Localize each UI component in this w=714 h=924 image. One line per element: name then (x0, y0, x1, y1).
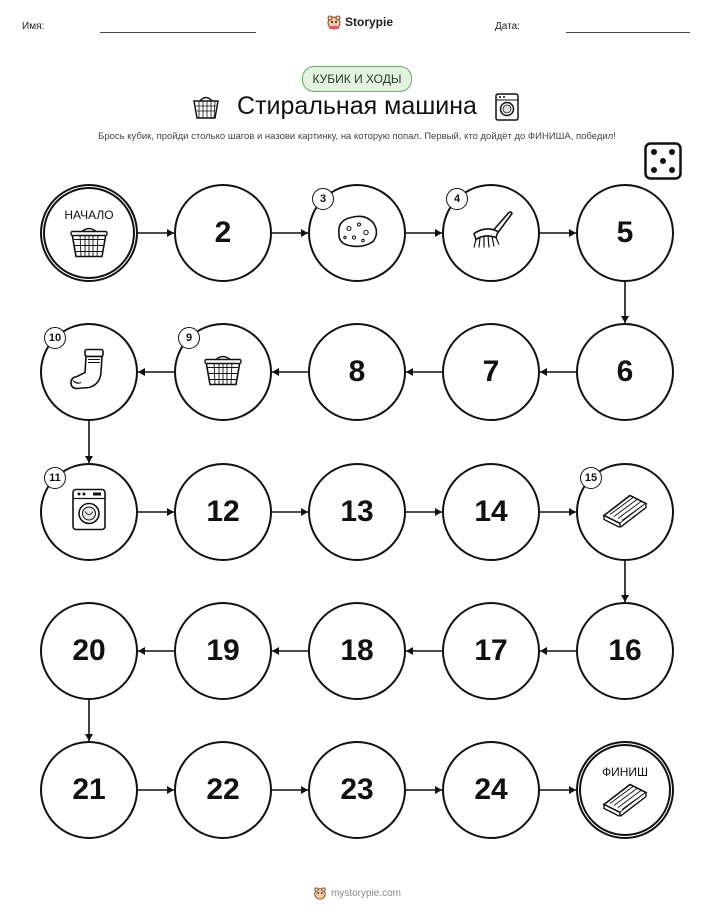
cell-number: 19 (206, 634, 240, 667)
cell-number: 17 (474, 634, 508, 667)
cell-number: 2 (214, 216, 232, 249)
cell-number: 23 (340, 773, 374, 806)
footer (0, 886, 714, 900)
board-cell (576, 602, 674, 700)
start-label: НАЧАЛО (64, 208, 114, 222)
board-cell (40, 463, 138, 561)
arrow-head (167, 786, 174, 794)
board-cell (308, 323, 406, 421)
board-cell (576, 323, 674, 421)
finish-label: ФИНИШ (601, 765, 649, 779)
arrow-head (301, 508, 308, 516)
cell-number: 8 (348, 355, 366, 388)
washing-machine-icon (71, 488, 107, 537)
arrow-head (167, 508, 174, 516)
board-cell (174, 323, 272, 421)
sponge-icon (333, 211, 381, 256)
arrow-head (569, 229, 576, 237)
instructions: Брось кубик, пройди столько шагов и назови картинку, на которую попал. Первый, кто дойдёт до ФИНИША, победил! (98, 131, 616, 142)
arrow-head (540, 368, 547, 376)
brand-name: Storypie (345, 15, 394, 29)
cell-number-badge: 4 (446, 188, 468, 210)
cell-number: 20 (72, 634, 106, 667)
board-cell (442, 741, 540, 839)
arrow-head (569, 786, 576, 794)
arrow-head (435, 229, 442, 237)
arrow-head (621, 316, 629, 323)
arrow-head (435, 786, 442, 794)
board-cell (576, 184, 674, 282)
board-cell (40, 741, 138, 839)
cell-number-badge: 3 (312, 188, 334, 210)
cell-number: 12 (206, 495, 240, 528)
board-cell (174, 602, 272, 700)
soap-bar-icon (600, 492, 650, 533)
arrow-head (167, 229, 174, 237)
sock-icon (67, 347, 111, 398)
cell-number-badge: 9 (178, 327, 200, 349)
board-cell (308, 741, 406, 839)
arrow-head (138, 647, 145, 655)
cell-number: 13 (340, 495, 374, 528)
cell-number: 18 (340, 634, 374, 667)
arrow-head (406, 647, 413, 655)
arrow-head (272, 647, 279, 655)
cell-number: 14 (474, 495, 508, 528)
board-cell (308, 602, 406, 700)
cell-number-badge: 11 (44, 467, 66, 489)
board-cell (576, 463, 674, 561)
arrow-head (406, 368, 413, 376)
board-cell (442, 184, 540, 282)
board-cell (174, 463, 272, 561)
arrow-head (540, 647, 547, 655)
arrow-head (85, 456, 93, 463)
page-title: Стиральная машина (237, 92, 477, 120)
cell-number: 5 (616, 216, 634, 249)
arrow-head (85, 734, 93, 741)
basket-icon (203, 352, 243, 393)
arrow-head (272, 368, 279, 376)
footer-url: mystorypie.com (330, 887, 401, 899)
cell-number: 21 (72, 773, 106, 806)
soap-bar-icon (600, 780, 650, 821)
board-cell (308, 184, 406, 282)
cell-number: 6 (616, 355, 634, 388)
start-cell (40, 184, 138, 282)
board-cell (174, 741, 272, 839)
board-cell (442, 323, 540, 421)
cell-number: 24 (474, 773, 508, 806)
cell-number: 7 (482, 355, 500, 388)
cell-number: 16 (608, 634, 642, 667)
arrow-head (435, 508, 442, 516)
board-cell (174, 184, 272, 282)
board-cell (442, 463, 540, 561)
cell-number-badge: 15 (580, 467, 602, 489)
arrow-head (301, 229, 308, 237)
date-label: Дата: (495, 21, 520, 32)
storypie-mascot-icon (313, 886, 327, 900)
arrow-head (621, 595, 629, 602)
board-cell (308, 463, 406, 561)
board-cell (40, 602, 138, 700)
finish-cell (576, 741, 674, 839)
category-badge: КУБИК И ХОДЫ (302, 66, 412, 92)
arrow-head (138, 368, 145, 376)
brush-icon (468, 208, 514, 259)
basket-icon (69, 223, 109, 264)
board-cell (40, 323, 138, 421)
name-label: Имя: (22, 21, 45, 32)
board-cell (442, 602, 540, 700)
cell-number-badge: 10 (44, 327, 66, 349)
arrow-head (569, 508, 576, 516)
cell-number: 22 (206, 773, 240, 806)
arrow-head (301, 786, 308, 794)
